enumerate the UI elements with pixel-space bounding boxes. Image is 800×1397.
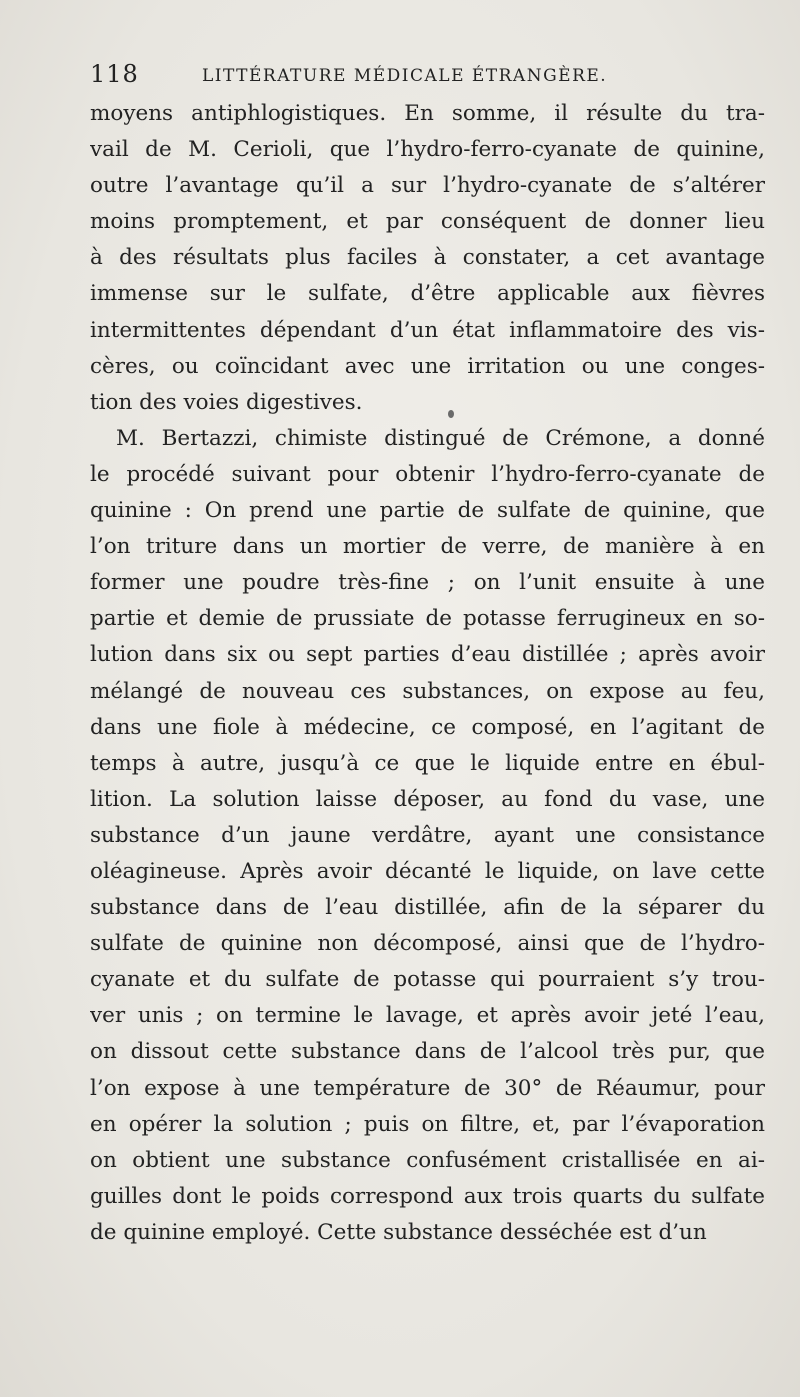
paragraph	[90, 421, 765, 1251]
text-line: le procédé suivant pour obtenir l’hydro-ferro-cyanate de	[90, 461, 765, 487]
body-text	[90, 96, 765, 1251]
text-line: lition. La solution laisse déposer, au fond du vase, une	[90, 786, 765, 812]
text-line: en opérer la solution ; puis on filtre, et, par l’évaporation	[90, 1111, 765, 1137]
text-line: intermittentes dépendant d’un état inflammatoire des vis-	[90, 317, 765, 343]
text-line: M. Bertazzi, chimiste distingué de Crémone, a donné	[116, 425, 765, 451]
text-line: de quinine employé. Cette substance desséchée est d’un	[90, 1219, 707, 1245]
text-line: vail de M. Cerioli, que l’hydro-ferro-cyanate de quinine,	[90, 137, 765, 163]
text-line: tion des voies digestives.	[90, 389, 363, 415]
text-line: partie et demie de prussiate de potasse ferrugineux en so-	[90, 606, 765, 632]
text-line: cères, ou coïncidant avec une irritation ou une conges-	[90, 353, 765, 379]
text-line: sulfate de quinine non décomposé, ainsi que de l’hydro-	[90, 931, 765, 957]
ink-speck	[448, 410, 454, 418]
text-line: moyens antiphlogistiques. En somme, il résulte du tra-	[90, 101, 765, 126]
text-line: outre l’avantage qu’il a sur l’hydro-cyanate de s’altérer	[90, 173, 765, 199]
page-number: 118	[90, 60, 139, 88]
text-line: moins promptement, et par conséquent de donner lieu	[90, 209, 765, 235]
text-line: quinine : On prend une partie de sulfate de quinine, que	[90, 498, 765, 524]
text-line: l’on expose à une température de 30° de Réaumur, pour	[90, 1075, 765, 1101]
text-line: ver unis ; on termine le lavage, et après avoir jeté l’eau,	[90, 1003, 765, 1029]
text-line: mélangé de nouveau ces substances, on expose au feu,	[90, 678, 765, 704]
text-line: à des résultats plus faciles à constater, a cet avantage	[90, 245, 765, 271]
text-line: substance d’un jaune verdâtre, ayant une consistance	[90, 822, 765, 848]
paragraph	[90, 96, 765, 421]
text-line: lution dans six ou sept parties d’eau distillée ; après avoir	[90, 642, 765, 668]
text-line: guilles dont le poids correspond aux trois quarts du sulfate	[90, 1183, 765, 1209]
text-line: immense sur le sulfate, d’être applicable aux fièvres	[90, 281, 765, 307]
text-line: dans une fiole à médecine, ce composé, en l’agitant de	[90, 714, 765, 740]
page-header	[90, 60, 770, 90]
text-line: on dissout cette substance dans de l’alcool très pur, que	[90, 1039, 765, 1065]
text-line: oléagineuse. Après avoir décanté le liquide, on lave cette	[90, 858, 765, 884]
text-line: l’on triture dans un mortier de verre, de manière à en	[90, 534, 765, 560]
text-line: temps à autre, jusqu’à ce que le liquide entre en ébul-	[90, 750, 765, 776]
text-line: cyanate et du sulfate de potasse qui pourraient s’y trou-	[90, 967, 765, 993]
running-head: LITTÉRATURE MÉDICALE ÉTRANGÈRE.	[202, 66, 608, 86]
text-line: former une poudre très-fine ; on l’unit ensuite à une	[90, 570, 765, 596]
text-line: substance dans de l’eau distillée, afin de la séparer du	[90, 895, 765, 921]
text-line: on obtient une substance confusément cristallisée en ai-	[90, 1147, 765, 1173]
